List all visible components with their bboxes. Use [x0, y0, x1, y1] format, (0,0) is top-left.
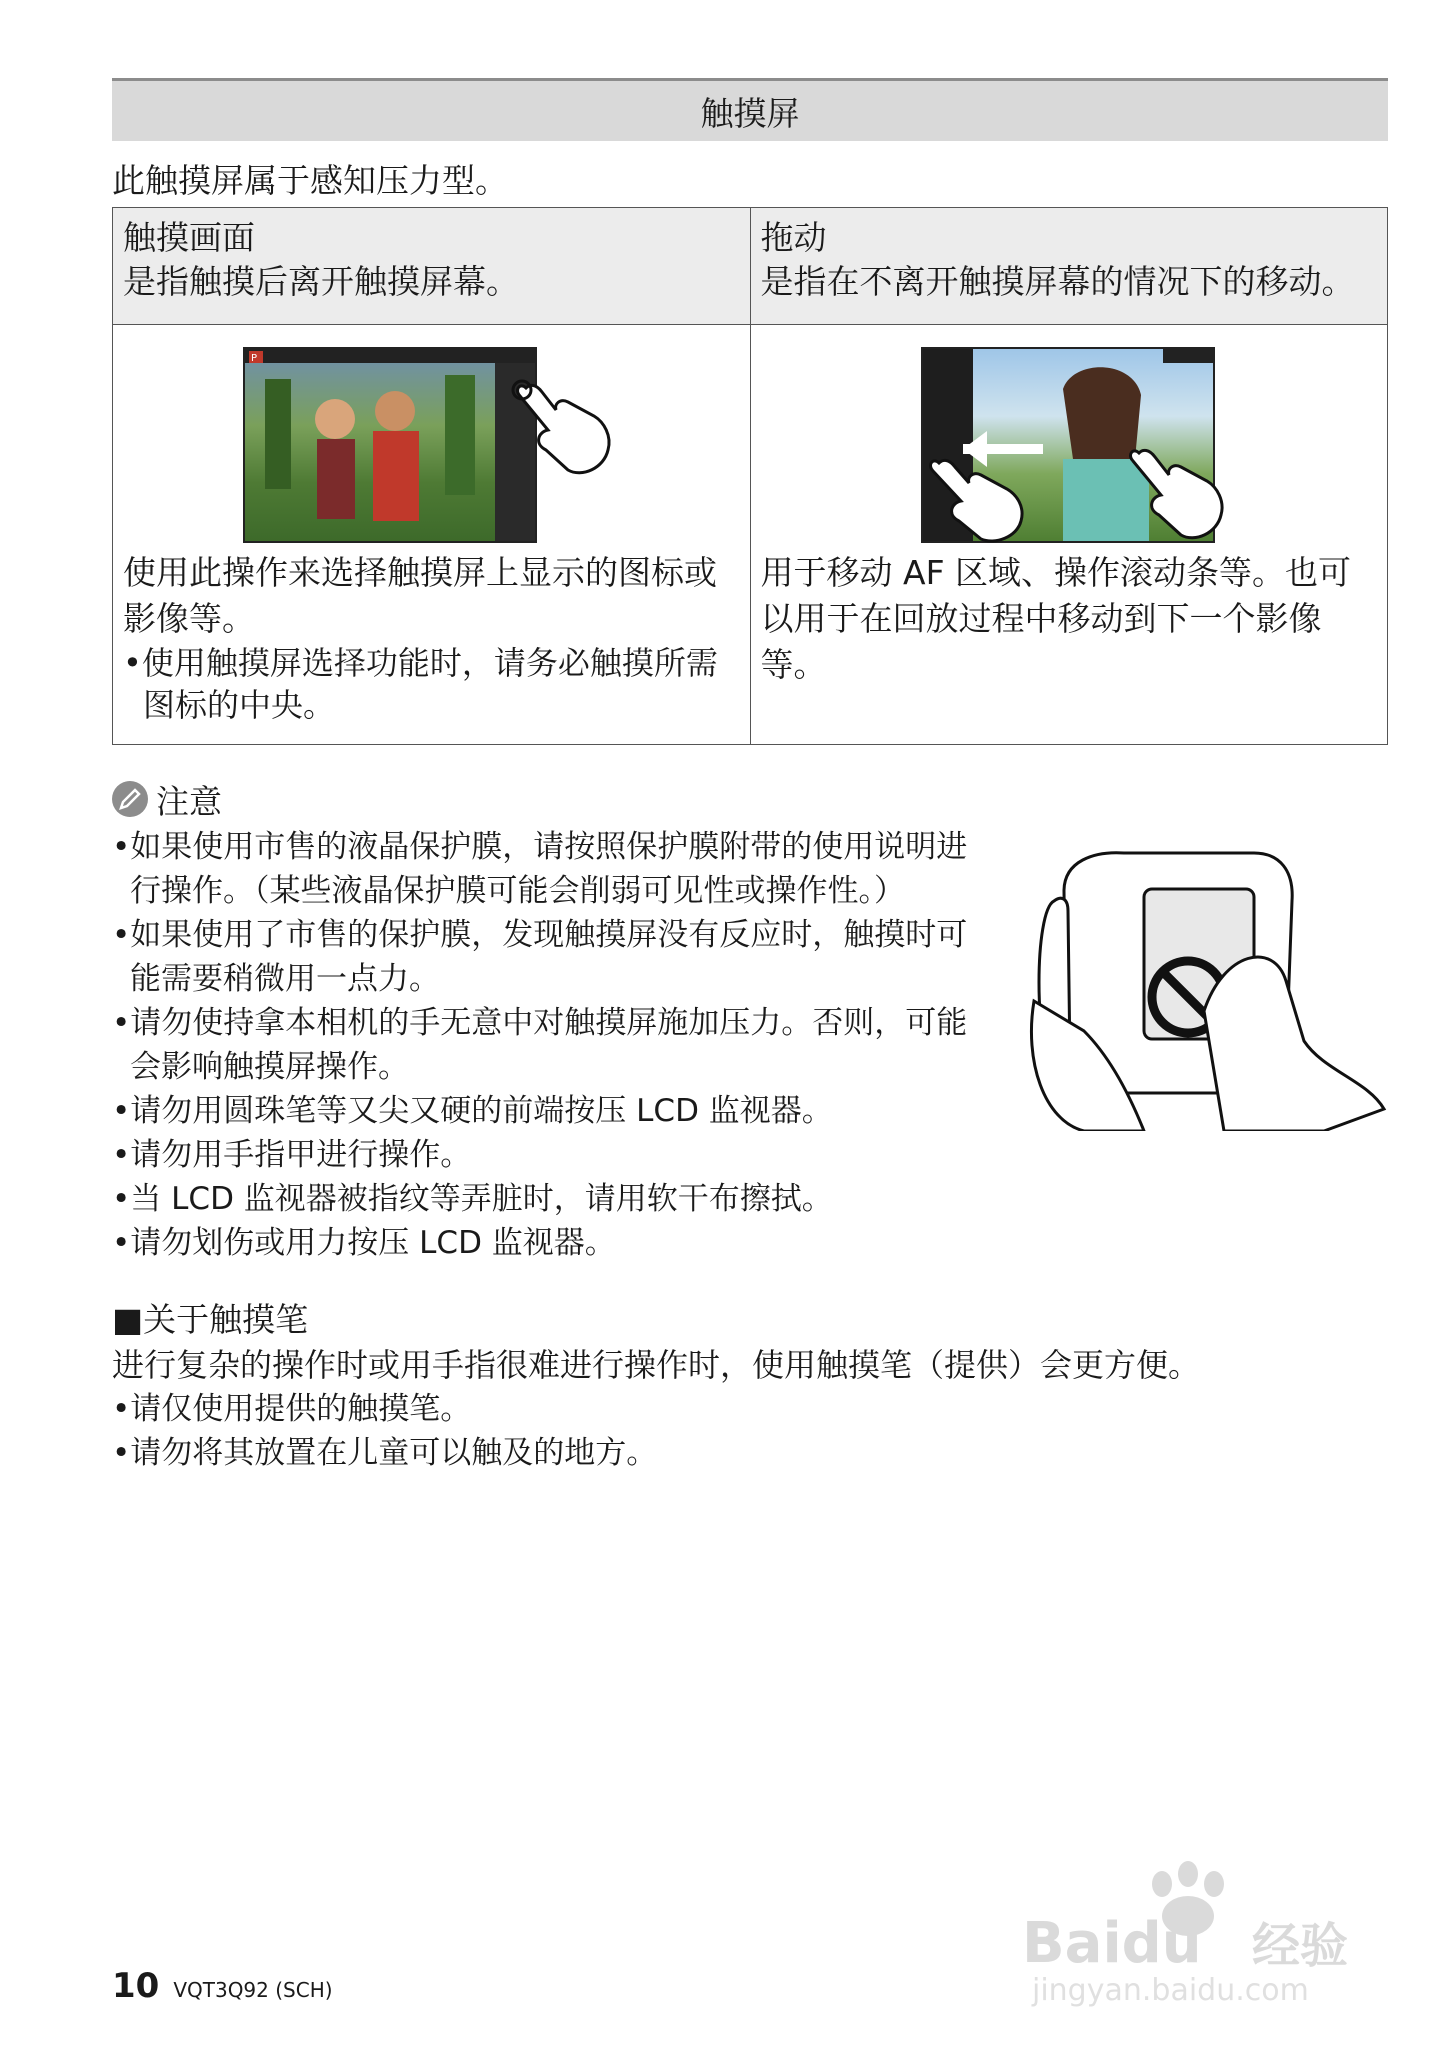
op-definition: 是指触摸后离开触摸屏幕。	[123, 262, 519, 301]
note-text: 请勿用手指甲进行操作。	[130, 1137, 472, 1173]
op-definition: 是指在不离开触摸屏幕的情况下的移动。	[760, 262, 1355, 301]
op-body-drag	[751, 550, 1388, 744]
op-description: 用于移动 AF 区域、操作滚动条等。也可以用于在回放过程中移动到下一个影像等。	[760, 553, 1352, 684]
note-text: 请勿使持拿本相机的手无意中对触摸屏施加压力。否则，可能会影响触摸屏操作。	[130, 1005, 968, 1085]
op-header-touch	[113, 208, 751, 325]
op-description: 使用此操作来选择触摸屏上显示的图标或影像等。	[123, 553, 717, 638]
bullet-mark: •	[112, 1435, 131, 1471]
bullet-mark: •	[112, 1137, 131, 1173]
note-text: 如果使用了市售的保护膜，发现触摸屏没有反应时，触摸时可能需要稍微用一点力。	[130, 917, 968, 997]
note-text: 请勿用圆珠笔等又尖又硬的前端按压 LCD 监视器。	[130, 1093, 833, 1129]
stylus-item	[112, 1387, 1388, 1431]
note-text: 如果使用市售的液晶保护膜，请按照保护膜附带的使用说明进行操作。（某些液晶保护膜可能会削弱可见性或操作性。）	[130, 829, 968, 909]
stylus-section	[112, 1297, 1388, 1475]
touch-screen-photo	[243, 347, 537, 543]
drag-illustration	[751, 325, 1388, 550]
intro-text: 此触摸屏属于感知压力型。	[112, 161, 508, 200]
note-item	[112, 1089, 992, 1133]
finger-drag-start-icon	[921, 445, 1031, 545]
manual-page	[112, 78, 1388, 1475]
finger-drag-end-icon	[1121, 435, 1231, 545]
section-title: 触摸屏	[700, 93, 800, 133]
note-item	[112, 1133, 992, 1177]
stylus-item	[112, 1431, 1388, 1475]
pencil-note-icon	[112, 781, 148, 817]
watermark-brand-cn: 经验	[1252, 1918, 1349, 1974]
note-text: 请勿划伤或用力按压 LCD 监视器。	[130, 1225, 616, 1261]
stylus-heading: ■关于触摸笔	[112, 1300, 309, 1339]
bullet-text: 使用触摸屏选择功能时，请务必触摸所需图标的中央。	[141, 644, 718, 724]
stylus-description: 进行复杂的操作时或用手指很难进行操作时，使用触摸笔（提供）会更方便。	[112, 1346, 1201, 1384]
bullet-mark: •	[112, 1391, 131, 1427]
note-item	[112, 825, 992, 913]
op-body-touch	[113, 550, 750, 744]
op-name: 拖动	[760, 218, 827, 257]
bullet-mark: •	[112, 1093, 131, 1129]
watermark-url: jingyan.baidu.com	[1032, 1973, 1309, 2008]
baidu-jingyan-watermark	[1012, 1858, 1392, 2008]
watermark-brand: Baidu	[1022, 1911, 1202, 1976]
notes-title: 注意	[156, 781, 222, 821]
op-cell-drag	[750, 325, 1388, 745]
bullet-mark: •	[112, 1181, 131, 1217]
page-number: 10	[112, 1966, 160, 2006]
operations-table	[112, 207, 1388, 745]
bullet-mark: •	[112, 1225, 131, 1261]
stylus-item-text: 请仅使用提供的触摸笔。	[130, 1391, 472, 1427]
note-item	[112, 1001, 992, 1089]
notes-heading	[112, 777, 1388, 821]
page-footer	[112, 1966, 333, 2006]
op-cell-touch	[113, 325, 751, 745]
bullet-mark: •	[112, 829, 131, 865]
note-item	[112, 913, 992, 1001]
op-header-drag	[750, 208, 1388, 325]
document-code: VQT3Q92 (SCH)	[173, 1978, 333, 2002]
section-title-bar	[112, 78, 1388, 141]
notes-list	[112, 825, 992, 1265]
op-name: 触摸画面	[123, 218, 255, 257]
notes-section	[112, 777, 1388, 1265]
op-bullet	[123, 642, 742, 726]
note-item	[112, 1221, 992, 1265]
note-item	[112, 1177, 992, 1221]
bullet-mark: •	[112, 1005, 131, 1041]
mode-badge: P	[251, 353, 258, 364]
camera-grip-warning-illustration	[1024, 831, 1388, 1131]
bullet-mark: •	[123, 644, 142, 682]
note-text: 当 LCD 监视器被指纹等弄脏时，请用软干布擦拭。	[130, 1181, 833, 1217]
finger-tap-icon	[508, 370, 618, 480]
touch-illustration	[113, 325, 750, 550]
stylus-item-text: 请勿将其放置在儿童可以触及的地方。	[130, 1435, 658, 1471]
bullet-mark: •	[112, 917, 131, 953]
